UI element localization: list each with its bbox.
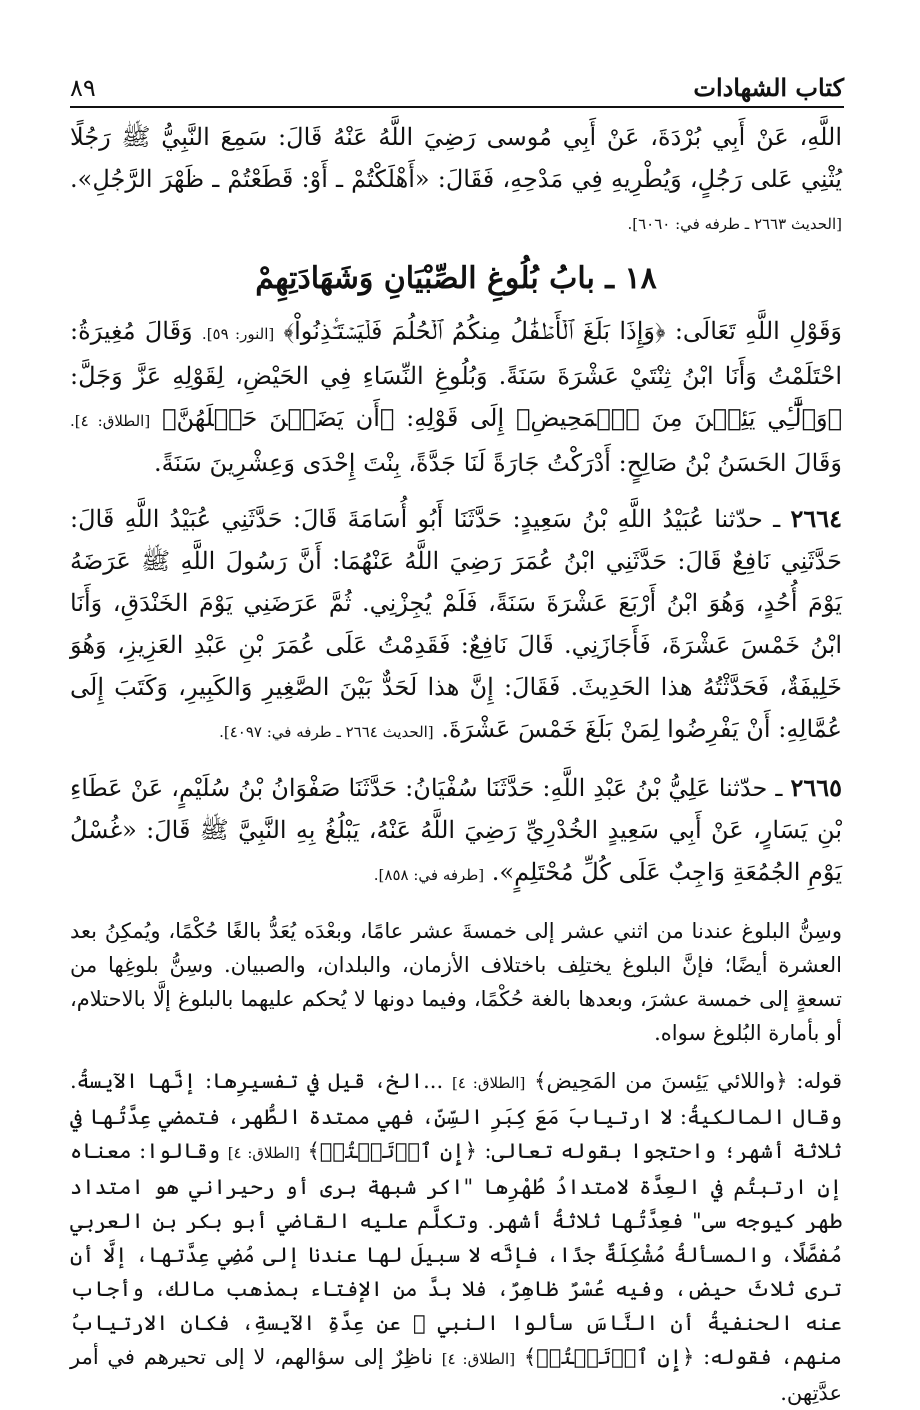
chapter-verse-2-ref: [الطلاق: ٤].: [70, 412, 151, 430]
page-number: ٨٩: [70, 74, 96, 102]
hadith-2665-number: ٢٦٦٥: [790, 773, 842, 802]
page-content: [70, 116, 842, 1410]
chapter-verse-1: وَقَوْلِ اللَّهِ تَعَالَى: ﴿وَإِذَا بَلَغَ ٱلۡأَطۡفَٰلُ مِنكُمُ ٱلۡحُلُمَ فَلۡيَسۡتَـٔۡذِنُواْ﴾: [283, 317, 843, 345]
hadith-2665: [70, 767, 842, 896]
commentary-text-d: ناظِرٌ إلى سؤالهم، لا إلى تحيرهم في أمر عدَّتِهن.: [70, 1345, 842, 1405]
commentary-paragraph-2: [70, 1064, 842, 1410]
book-title: كتاب الشهادات: [693, 73, 844, 102]
hadith-2664: [70, 498, 842, 753]
hadith-2664-text: ـ حدّثنا عُبَيْدُ اللَّهِ بْنُ سَعِيدٍ: حَدَّثَنَا أَبُو أُسَامَةَ قَالَ: حَدَّثَنِي عُبَيْدُ اللَّهِ قَالَ: حَدَّثَنِي نَافِعٌ قَالَ: حَدَّثَنِي ابْنُ عُمَرَ رَضِيَ اللَّهُ عَنْهُمَا: أَنَّ رَسُولَ اللَّهِ ﷺ عَرَضَهُ يَوْمَ أُحُدٍ، وَهُوَ ابْنُ أَرْبَعَ عَشْرَةَ سَنَةً، فَلَمْ يُجِزْنِي. ثُمَّ عَرَضَنِي يَوْمَ الخَنْدَقِ، وَأَنَا ابْنُ خَمْسَ عَشْرَةَ، فَأَجَازَنِي. قَالَ نَافِعٌ: فَقَدِمْتُ عَلَى عُمَرَ بْنِ عَبْدِ العَزِيزِ، وَهُوَ خَلِيفَةٌ، فَحَدَّثْتُهُ هذا الحَدِيثَ. فَقَالَ: إِنَّ هذا لَحَدٌّ بَيْنَ الصَّغِيرِ وَالكَبِيرِ، وَكَتَبَ إِلَى عُمَّالِهِ: أَنْ يَفْرِضُوا لِمَنْ بَلَغَ خَمْسَ عَشْرَةَ.: [70, 505, 842, 743]
chapter-heading: ١٨ ـ بابُ بُلُوغِ الصِّبْيَانِ وَشَهَادَتِهِمْ: [255, 261, 657, 296]
chapter-verse-1-ref: [النور: ٥٩].: [201, 325, 275, 343]
commentary-text-c: وقالوا: معناه إنِ ارتبتُم في العِدَّة لامتدادُ طُهْرِها "اكر شبهة برى أو رحيراني هو امتداد طهر كيوجه سى" فعِدَّتُها ثلاثةُ أشهر. وتكلَّم عليه القاضي أبو بكر بن العربي مُفصَّلًا، والمسألةُ مُشْكِلَةٌ جدًا، فإنَّه لا سبيلَ لها عندنا إلى مُضِي عِدَّتها، إلَّا أن ترى ثلاثَ حيض، وفيه عُسْرٌ ظاهِرٌ، فلا بدَّ من الإفتاء بمذهب مالك، وأجاب عنه الحنفيةُ أن النَّاسَ سألوا النبي ﷺ عن عِدَّةِ الآيسةِ، فكان الارتيابُ منهم، فقوله: ﴿إِنِ ٱرۡتَبۡتُمۡ﴾: [70, 1139, 842, 1369]
commentary-text-b: ...الخ، قيل في تفسيرِها: إنَّها الآيسةُ. وقال المالكيةُ: لا ارتيابَ مَعَ كِبَرِ السِّنِّ، فهي ممتدة الطُّهر، فتمضي عِدَّتُها في ثلاثة أشهر؛ واحتجوا بقوله تعالى: ﴿إِنِ ٱرۡتَبۡتُمۡ﴾: [70, 1069, 842, 1163]
chapter-narration-mughira: وَقَالَ مُغِيرَةُ: احْتَلَمْتُ وَأَنَا ابْنُ ثِنْتَيْ عَشْرَةَ سَنَةً. وَبُلُوغِ النِّسَاءِ فِي الحَيْضِ، لِقَوْلِهِ عَزَّ وَجَلَّ: ﴿وَٱلَّٰٓـِٔي يَئِسۡنَ مِنَ ٱلۡمَحِيضِ﴾ إِلَى قَوْلِهِ: ﴿أَن يَضَعۡنَ حَمۡلَهُنَّ﴾: [70, 317, 842, 432]
intro-paragraph: [70, 116, 842, 245]
hadith-2665-text: ـ حدّثنا عَلِيُّ بْنُ عَبْدِ اللَّهِ: حَدَّثَنَا سُفْيَانُ: حَدَّثَنَا صَفْوَانُ بْنُ سُلَيْمٍ، عَنْ عَطَاءِ بْنِ يَسَارٍ، عَنْ أَبِي سَعِيدٍ الخُدْرِيِّ رَضِيَ اللَّهُ عَنْهُ، يَبْلُغُ بِهِ النَّبِيَّ ﷺ قَالَ: «غُسْلُ يَوْمِ الجُمُعَةِ وَاجِبٌ عَلَى كُلِّ مُحْتَلِمٍ».: [70, 774, 842, 886]
hadith-2664-ref: [الحديث ٢٦٦٤ ـ طرفه في: ٤٠٩٧].: [219, 723, 434, 741]
intro-reference: [الحديث ٢٦٦٣ ـ طرفه في: ٦٠٦٠].: [627, 215, 842, 233]
chapter-body-paragraph: [70, 310, 842, 484]
commentary-paragraph-1: وسِنُّ البلوغ عندنا من اثني عشر إلى خمسةَ عشر عامًا، وبعْدَه يُعَدُّ بالغًا حُكْمًا، ويُمكِنُ بعد العشرة أيضًا؛ فإنَّ البلوغ يختلِف باختلاف الأزمان، والبلدان، والصبيان. وسِنُّ بلوغِها من تسعةٍ إلى خمسة عشرَ، وبعدها بالغة حُكْمًا، وفيما دونها لا يُحكم عليهما بالبلوغ إلَّا بالاحتلام، أو بأمارة البُلوغ سواه.: [70, 919, 842, 1045]
page-header: [70, 62, 844, 108]
commentary-ref-c: [الطلاق: ٤]: [441, 1350, 516, 1368]
intro-text: اللَّهِ، عَنْ أَبِي بُرْدَةَ، عَنْ أَبِي مُوسى رَضِيَ اللَّهُ عَنْهُ قَالَ: سَمِعَ النَّبِيُّ ﷺ رَجُلًا يُثْنِي عَلى رَجُلٍ، وَيُطْرِيهِ فِي مَدْحِهِ، فَقَالَ: «أَهْلَكْتُمْ ـ أَوْ: قَطَعْتُمْ ـ ظَهْرَ الرَّجُلِ».: [70, 123, 842, 193]
hadith-2665-ref: [طرفه في: ٨٥٨].: [373, 866, 485, 884]
commentary-quote: قوله: ﴿واللائي يَئِسنَ من المَحِيض﴾: [534, 1069, 842, 1093]
chapter-narration-hasan: وَقَالَ الحَسَنُ بْنُ صَالِحٍ: أَدْرَكْتُ جَارَةً لَنَا جَدَّةً، بِنْتَ إِحْدَى وَعِشْرِينَ سَنَةً.: [153, 449, 842, 477]
hadith-2664-number: ٢٦٦٤: [790, 504, 842, 533]
commentary-ref-b: [الطلاق: ٤]: [227, 1144, 300, 1162]
commentary-ref-a: [الطلاق: ٤]: [451, 1074, 526, 1092]
